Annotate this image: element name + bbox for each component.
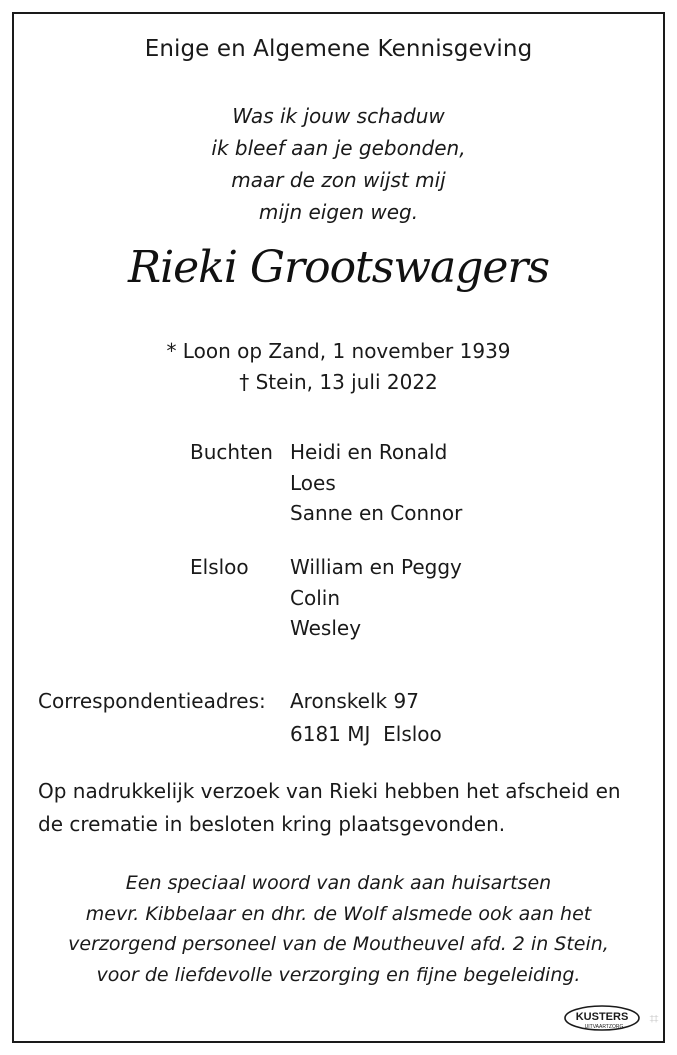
poem: [0, 100, 677, 228]
thanks-line: Een speciaal woord van dank aan huisartsen: [125, 872, 552, 894]
poem-line: maar de zon wijst mij: [231, 168, 446, 192]
family-group: [190, 437, 590, 532]
funeral-home-logo: [562, 1002, 664, 1034]
deceased-name: Rieki Grootswagers: [127, 242, 550, 293]
family-member: Heidi en Ronald: [290, 440, 448, 464]
poem-line: Was ik jouw schaduw: [232, 104, 445, 128]
thanks-line: verzorgend personeel van de Moutheuvel afd. 2 in Stein,: [68, 933, 609, 955]
family-members: [290, 552, 462, 644]
correspondence-label: Correspondentieadres:: [38, 689, 266, 713]
poem-line: ik bleef aan je gebonden,: [211, 136, 466, 160]
address-street: Aronskelk 97: [290, 689, 419, 713]
announcement-heading: Enige en Algemene Kennisgeving: [144, 36, 533, 62]
logo-tagline: UITVAARTZORG: [584, 1024, 624, 1030]
thanks-message: [0, 868, 677, 990]
family-members: [290, 437, 462, 529]
family-member: Colin: [290, 585, 340, 610]
family-place: Buchten: [190, 440, 273, 464]
life-dates: [0, 336, 677, 398]
birth-date: * Loon op Zand, 1 november 1939: [166, 339, 511, 363]
family-group: [190, 552, 590, 647]
family-member: Sanne en Connor: [290, 501, 463, 525]
watermark-mark: ⌗: [649, 1011, 659, 1028]
logo-name: KUSTERS: [575, 1011, 629, 1023]
thanks-line: mevr. Kibbelaar en dhr. de Wolf alsmede ook aan het: [85, 902, 592, 925]
family-member: Loes: [290, 470, 336, 495]
address-lines: [290, 685, 442, 751]
poem-line: mijn eigen weg.: [258, 200, 419, 224]
address-city: 6181 MJ Elsloo: [290, 722, 442, 746]
death-date: † Stein, 13 juli 2022: [239, 370, 438, 394]
thanks-line: voor de liefdevolle verzorging en fijne begeleiding.: [96, 963, 581, 986]
family-member: William en Peggy: [290, 555, 462, 579]
cremation-notice: Op nadrukkelijk verzoek van Rieki hebben het afscheid en de crematie in besloten kring plaatsgevonden.: [38, 779, 621, 836]
family-place: Elsloo: [190, 555, 249, 579]
family-member: Wesley: [290, 616, 362, 640]
